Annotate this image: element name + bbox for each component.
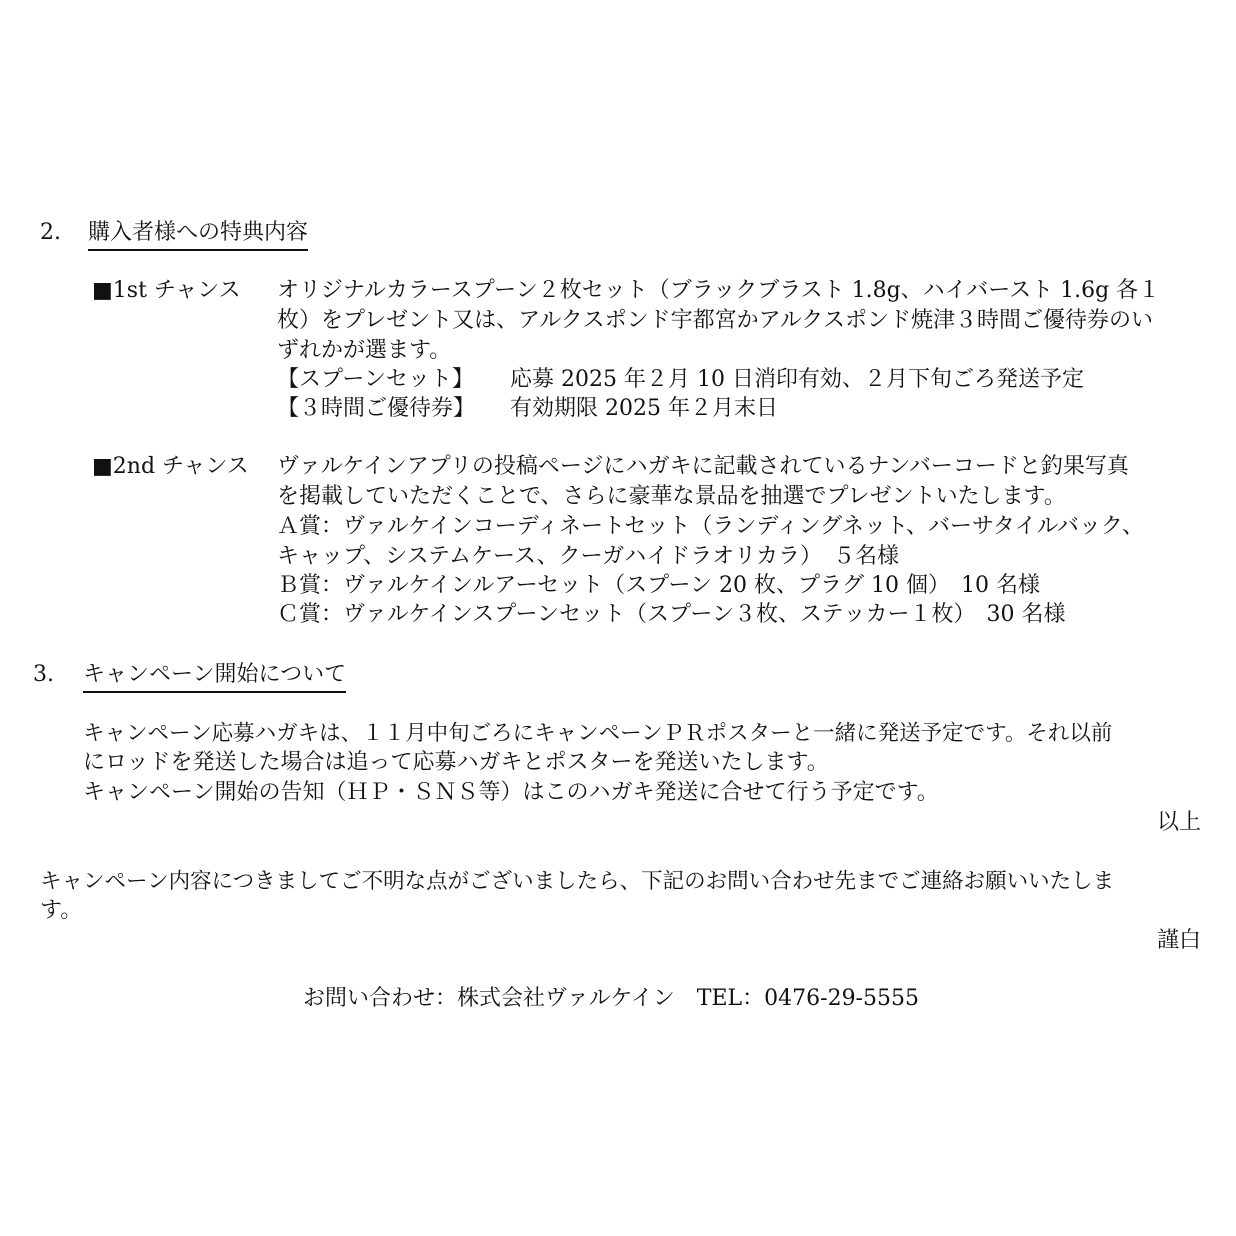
chance-1-text-line: オリジナルカラースプーン２枚セット（ブラックブラスト 1.8g、ハイバースト 1.6g 各１ — [277, 278, 1161, 303]
closing-ijo: 以上 — [1156, 810, 1201, 835]
spoon-set-label: 【スプーンセット】 — [277, 367, 474, 392]
prize-b-line: Ｂ賞：ヴァルケインルアーセット（スプーン 20 枚、プラグ 10 個） 10 名様 — [277, 573, 1041, 598]
notice-text-line: す。 — [40, 898, 83, 923]
prize-c-line: Ｃ賞：ヴァルケインスプーンセット（スプーン３枚、ステッカー１枚） 30 名様 — [277, 602, 1066, 627]
section-3-title: キャンペーン開始について — [83, 660, 346, 693]
voucher-detail: 有効期限 2025 年２月末日 — [510, 396, 778, 421]
section-2-title: 購入者様への特典内容 — [88, 218, 308, 251]
chance-1-text-line: ずれかが選ます。 — [277, 338, 452, 363]
contact-line: お問い合わせ：株式会社ヴァルケイン TEL：0476-29-5555 — [303, 986, 919, 1011]
section-3-text-line: キャンペーン開始の告知（ＨＰ・ＳＮＳ等）はこのハガキ発送に合せて行う予定です。 — [83, 780, 939, 805]
voucher-label: 【３時間ご優待券】 — [277, 396, 476, 421]
prize-a-line: Ａ賞：ヴァルケインコーディネートセット（ランディングネット、バーサタイルバック、 — [277, 514, 1145, 539]
signoff-kinpaku: 謹白 — [1156, 928, 1201, 953]
section-3-text-line: キャンペーン応募ハガキは、１１月中旬ごろにキャンペーンＰＲポスターと一緒に発送予定です。それ以前 — [83, 721, 1113, 746]
chance-1-label: ■1st チャンス — [92, 278, 241, 303]
chance-2-text-line: を掲載していただくことで、さらに豪華な景品を抽選でプレゼントいたします。 — [277, 484, 1066, 509]
chance-2-text-line: ヴァルケインアプリの投稿ページにハガキに記載されているナンバーコードと釣果写真 — [277, 454, 1129, 479]
chance-2-label: ■2nd チャンス — [92, 454, 249, 479]
section-3-number: 3. — [33, 662, 54, 687]
prize-a-line: キャップ、システムケース、クーガハイドラオリカラ） ５名様 — [277, 544, 899, 569]
spoon-set-detail: 応募 2025 年２月 10 日消印有効、２月下旬ごろ発送予定 — [510, 367, 1084, 392]
section-2-number: 2. — [40, 220, 61, 245]
section-3-text-line: にロッドを発送した場合は追って応募ハガキとポスターを発送いたします。 — [83, 750, 829, 775]
chance-1-text-line: 枚）をプレゼント又は、アルクスポンド宇都宮かアルクスポンド焼津３時間ご優待券のい — [277, 308, 1154, 333]
notice-text-line: キャンペーン内容につきましてご不明な点がございましたら、下記のお問い合わせ先までご連絡お願いいたしま — [40, 869, 1115, 894]
